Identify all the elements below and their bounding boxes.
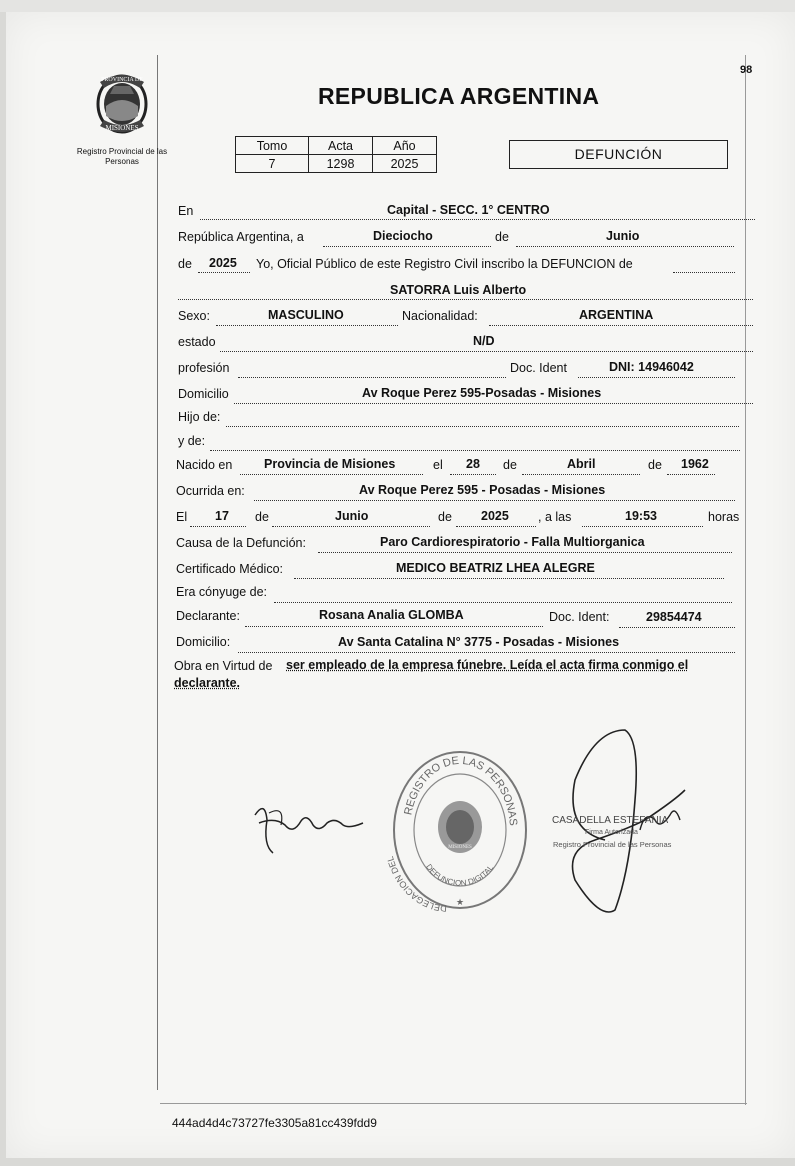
dotted-line xyxy=(272,525,430,527)
certificado-label: Certificado Médico: xyxy=(176,562,283,576)
record-type-box: DEFUNCIÓN xyxy=(509,140,728,169)
dotted-line xyxy=(238,376,506,378)
el-label: el xyxy=(433,458,443,472)
y-de-label: y de: xyxy=(178,434,206,448)
declarante-label: Declarante: xyxy=(176,609,240,623)
right-margin-line xyxy=(745,55,746,1105)
birth-month-value: Abril xyxy=(567,457,596,471)
dotted-line xyxy=(254,499,735,501)
de4-label: de xyxy=(648,458,662,472)
svg-text:MISIONES: MISIONES xyxy=(448,845,472,850)
dotted-line xyxy=(200,218,755,220)
bottom-margin-line xyxy=(160,1103,747,1104)
day-value: Dieciocho xyxy=(373,229,433,243)
birth-day-value: 28 xyxy=(466,457,480,471)
obra-value-line2: declarante. xyxy=(174,676,241,690)
dotted-line xyxy=(667,473,715,475)
dotted-line xyxy=(245,625,543,627)
dotted-line xyxy=(489,324,753,326)
profesion-label: profesión xyxy=(178,361,230,375)
estado-value: N/D xyxy=(473,334,495,348)
declarante-value: Rosana Analia GLOMBA xyxy=(319,608,464,622)
obra-value-line1: ser empleado de la empresa fúnebre. Leída el acta firma conmigo el xyxy=(286,658,689,672)
stamp-role: Firma Autorizada xyxy=(585,829,638,836)
causa-value: Paro Cardiorespiratorio - Falla Multiorganica xyxy=(380,535,645,549)
dotted-line xyxy=(456,525,536,527)
svg-text:DEFUNCION DIGITAL: DEFUNCION DIGITAL xyxy=(424,862,496,888)
dotted-line xyxy=(220,350,753,352)
dotted-line xyxy=(318,551,732,553)
dotted-line xyxy=(522,473,640,475)
estado-label: estado xyxy=(178,335,216,349)
table-header-acta: Acta xyxy=(309,137,373,155)
svg-text:REGISTRO DE LAS PERSONAS: REGISTRO DE LAS PERSONAS xyxy=(402,754,519,827)
domicilio-label: Domicilio xyxy=(178,387,229,401)
death-year-value: 2025 xyxy=(481,509,509,523)
sexo-value: MASCULINO xyxy=(268,308,344,322)
certificado-value: MEDICO BEATRIZ LHEA ALEGRE xyxy=(396,561,595,575)
nacido-value: Provincia de Misiones xyxy=(264,457,396,471)
dotted-line xyxy=(516,245,734,247)
birth-year-value: 1962 xyxy=(681,457,709,471)
table-header-tomo: Tomo xyxy=(236,137,309,155)
official-seal xyxy=(385,745,535,915)
domicilio2-label: Domicilio: xyxy=(176,635,231,649)
table-value-anio: 2025 xyxy=(373,155,437,173)
dotted-line xyxy=(210,449,740,451)
svg-text:MISIONES: MISIONES xyxy=(105,124,139,132)
top-band xyxy=(0,0,795,12)
de6-label: de xyxy=(438,510,452,524)
dotted-line xyxy=(190,525,246,527)
domicilio2-value: Av Santa Catalina N° 3775 - Posadas - Misiones xyxy=(338,635,620,649)
month-value: Junio xyxy=(606,229,640,243)
de5-label: de xyxy=(255,510,269,524)
table-value-tomo: 7 xyxy=(236,155,309,173)
svg-text:★: ★ xyxy=(455,897,465,907)
ocurrida-label: Ocurrida en: xyxy=(176,484,245,498)
horas-label: horas xyxy=(708,510,740,524)
province-coat-of-arms-logo xyxy=(90,64,154,140)
stamp-registry: Registro Provincial de las Personas xyxy=(553,840,672,849)
document-page xyxy=(6,12,795,1158)
dotted-line xyxy=(294,577,724,579)
registry-label: Registro Provincial de las Personas xyxy=(76,147,168,166)
dotted-line xyxy=(323,245,491,247)
dotted-line xyxy=(582,525,703,527)
el2-label: El xyxy=(176,510,188,524)
doc-ident-label: Doc. Ident xyxy=(510,361,567,375)
dotted-line xyxy=(198,271,250,273)
death-month-value: Junio xyxy=(335,509,369,523)
nacionalidad-label: Nacionalidad: xyxy=(402,309,478,323)
record-table xyxy=(235,136,437,173)
yo-text: Yo, Oficial Público de este Registro Civil inscribo la DEFUNCION de xyxy=(256,257,633,271)
doc2-value: 29854474 xyxy=(646,610,702,624)
table-header-anio: Año xyxy=(373,137,437,155)
location-value: Capital - SECC. 1° CENTRO xyxy=(387,203,550,217)
de2-label: de xyxy=(178,257,192,271)
dotted-line xyxy=(673,271,735,273)
dotted-line xyxy=(216,324,398,326)
dotted-line xyxy=(234,402,753,404)
dotted-line xyxy=(178,298,753,300)
causa-label: Causa de la Defunción: xyxy=(176,536,306,550)
table-value-acta: 1298 xyxy=(309,155,373,173)
nacionalidad-value: ARGENTINA xyxy=(579,308,654,322)
dotted-line xyxy=(240,473,423,475)
republica-label: República Argentina, a xyxy=(178,230,304,244)
de-label: de xyxy=(495,230,509,244)
death-day-value: 17 xyxy=(215,509,229,523)
document-hash: 444ad4d4c73727fe3305a81cc439fdd9 xyxy=(172,1116,377,1130)
doc-ident-value: DNI: 14946042 xyxy=(609,360,694,374)
stamp-name: CASADELLA ESTEFANIA xyxy=(552,815,669,826)
dotted-line xyxy=(238,651,735,653)
deceased-name-value: SATORRA Luis Alberto xyxy=(390,283,527,297)
dotted-line xyxy=(226,425,739,427)
de3-label: de xyxy=(503,458,517,472)
dotted-line xyxy=(578,376,735,378)
dotted-line xyxy=(619,626,735,628)
page-number: 98 xyxy=(740,64,753,76)
en-label: En xyxy=(178,204,194,218)
doc2-label: Doc. Ident: xyxy=(549,610,610,624)
document-title: REPUBLICA ARGENTINA xyxy=(318,83,600,109)
left-margin-line xyxy=(157,55,158,1090)
year-value: 2025 xyxy=(209,256,237,270)
ocurrida-value: Av Roque Perez 595 - Posadas - Misiones xyxy=(359,483,606,497)
declarant-signature xyxy=(245,795,370,860)
domicilio-value: Av Roque Perez 595-Posadas - Misiones xyxy=(362,386,602,400)
svg-text:PROVINCIA DE: PROVINCIA DE xyxy=(101,77,143,83)
dotted-line xyxy=(274,601,732,603)
obra-label: Obra en Virtud de xyxy=(174,659,273,673)
svg-text:DELEGACION DEL: DELEGACION DEL xyxy=(385,855,448,914)
dotted-line xyxy=(450,473,496,475)
hijo-label: Hijo de: xyxy=(178,410,221,424)
conyuge-label: Era cónyuge de: xyxy=(176,585,268,599)
sexo-label: Sexo: xyxy=(178,309,210,323)
a-las-label: , a las xyxy=(538,510,572,524)
nacido-label: Nacido en xyxy=(176,458,233,472)
death-time-value: 19:53 xyxy=(625,509,657,523)
